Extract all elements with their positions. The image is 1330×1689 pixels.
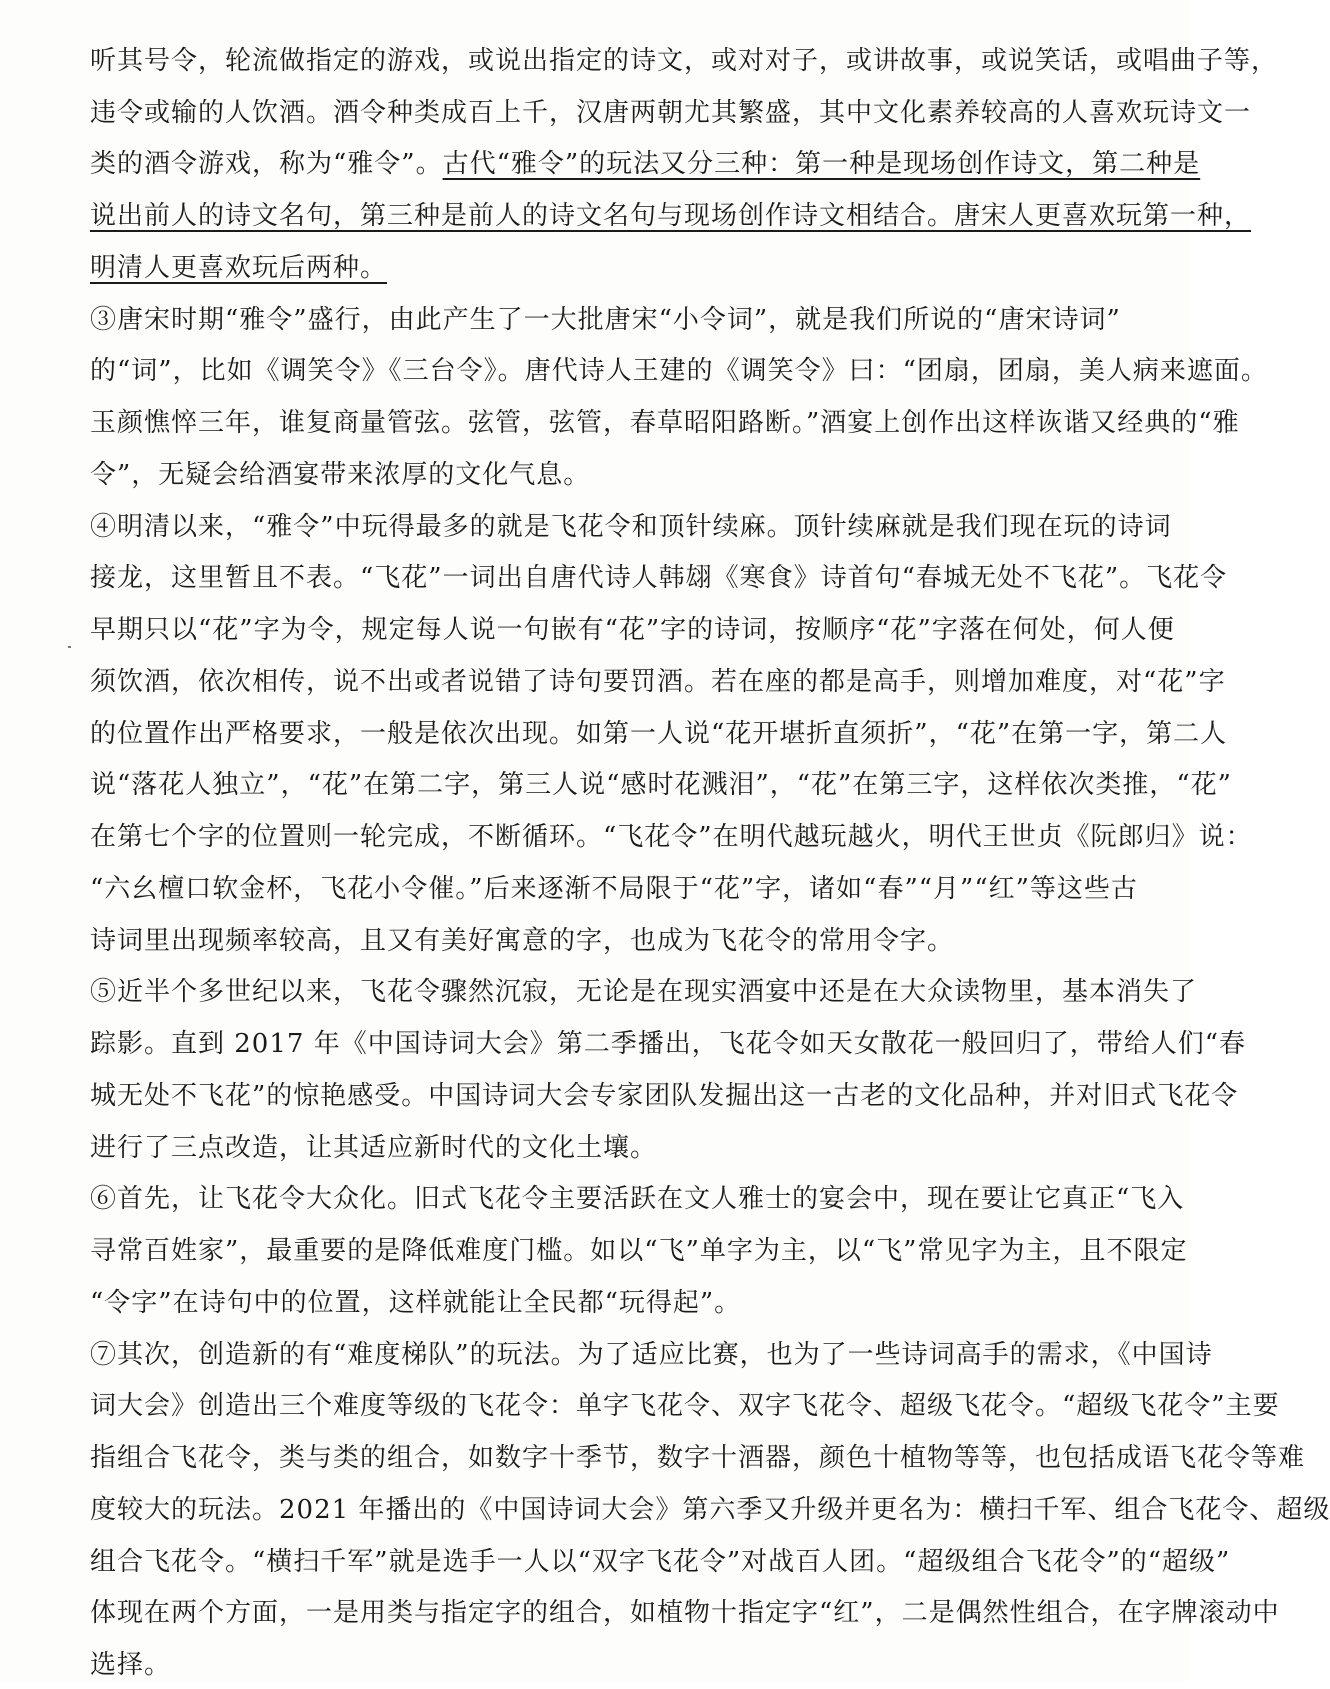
paragraph-7-line: 度较大的玩法。2021 年播出的《中国诗词大会》第六季又升级并更名为：横扫千军、组合飞花令、超级: [90, 1495, 1330, 1525]
text-span: 类的酒令游戏，称为“雅令”。: [90, 149, 443, 179]
underlined-text: 古代“雅令”的玩法又分三种：第一种是现场创作诗文，第二种是: [442, 149, 1201, 179]
paragraph-5-line: 城无处不飞花”的惊艳感受。中国诗词大会专家团队发掘出这一古老的文化品种，并对旧式飞花令: [90, 1081, 1239, 1111]
paragraph-6-line: ⑥首先，让飞花令大众化。旧式飞花令主要活跃在文人雅士的宴会中，现在要让它真正“飞入: [90, 1184, 1185, 1214]
underlined-text-line: 说出前人的诗文名句，第三种是前人的诗文名句与现场创作诗文相结合。唐宋人更喜欢玩第一种，: [90, 201, 1252, 231]
paragraph-6-line: “令字”在诗句中的位置，这样就能让全民都“玩得起”。: [90, 1288, 742, 1318]
scan-speck: [68, 646, 71, 648]
paragraph-4-line: “六幺檀口软金杯，飞花小令催。”后来逐渐不局限于“花”字，诸如“春”“月”“红”等这些古: [90, 874, 1138, 904]
paragraph-3-line: ③唐宋时期“雅令”盛行，由此产生了一大批唐宋“小令词”，就是我们所说的“唐宋诗词”: [90, 305, 1121, 335]
paragraph-3-line: 令”，无疑会给酒宴带来浓厚的文化气息。: [90, 460, 591, 490]
paragraph-5-line: 进行了三点改造，让其适应新时代的文化土壤。: [90, 1133, 658, 1163]
text-line-mixed: [90, 141, 1200, 188]
paragraph-5-line: 踪影。直到 2017 年《中国诗词大会》第二季播出，飞花令如天女散花一般回归了，带给人们“春: [90, 1029, 1246, 1059]
paragraph-4-line: 接龙，这里暂且不表。“飞花”一词出自唐代诗人韩翃《寒食》诗首句“春城无处不飞花”。飞花令: [90, 563, 1228, 593]
paragraph-4-line: 诗词里出现频率较高，且又有美好寓意的字，也成为飞花令的常用令字。: [90, 926, 955, 956]
text-line: 违令或输的人饮酒。酒令种类成百上千，汉唐两朝尤其繁盛，其中文化素养较高的人喜欢玩诗文一: [90, 98, 1252, 128]
paragraph-4-line: 早期只以“花”字为令，规定每人说一句嵌有“花”字的诗词，按顺序“花”字落在何处，何人便: [90, 615, 1175, 645]
paragraph-5-line: ⑤近半个多世纪以来，飞花令骤然沉寂，无论是在现实酒宴中还是在大众读物里，基本消失了: [90, 977, 1198, 1007]
paragraph-7-line: 组合飞花令。“横扫千军”就是选手一人以“双字飞花令”对战百人团。“超级组合飞花令”的“超级”: [90, 1547, 1231, 1577]
paragraph-4-line: ④明清以来，“雅令”中玩得最多的就是飞花令和顶针续麻。顶针续麻就是我们现在玩的诗词: [90, 512, 1172, 542]
paragraph-6-line: 寻常百姓家”，最重要的是降低难度门槛。如以“飞”单字为主，以“飞”常见字为主，且不限定: [90, 1236, 1188, 1266]
paragraph-7-line: 选择。: [90, 1650, 172, 1680]
paragraph-7-line: 体现在两个方面，一是用类与指定字的组合，如植物十指定字“红”，二是偶然性组合，在字牌滚动中: [90, 1598, 1280, 1628]
paragraph-7-line: ⑦其次，创造新的有“难度梯队”的玩法。为了适应比赛，也为了一些诗词高手的需求，《中国诗: [90, 1340, 1213, 1370]
paragraph-4-line: 说“落花人独立”，“花”在第二字，第三人说“感时花溅泪”，“花”在第三字，这样依次类推，“花”: [90, 770, 1232, 800]
paragraph-7-line: 词大会》创造出三个难度等级的飞花令：单字飞花令、双字飞花令、超级飞花令。“超级飞花令”主要: [90, 1391, 1280, 1421]
paragraph-4-line: 在第七个字的位置则一轮完成，不断循环。“飞花令”在明代越玩越火，明代王世贞《阮郎归》说：: [90, 822, 1253, 852]
paragraph-4-line: 的位置作出严格要求，一般是依次出现。如第一人说“花开堪折直须折”，“花”在第一字，第二人: [90, 719, 1228, 749]
paragraph-3-line: 的“词”，比如《调笑令》《三台令》。唐代诗人王建的《调笑令》曰：“团扇，团扇，美人病来遮面。: [90, 356, 1268, 386]
underlined-text-line: 明清人更喜欢玩后两种。: [90, 253, 388, 283]
text-line: 听其号令，轮流做指定的游戏，或说出指定的诗文，或对对子，或讲故事，或说笑话，或唱曲子等，: [90, 46, 1279, 76]
paragraph-4-line: 须饮酒，依次相传，说不出或者说错了诗句要罚酒。若在座的都是高手，则增加难度，对“花”字: [90, 667, 1226, 697]
paragraph-7-line: 指组合飞花令，类与类的组合，如数字十季节，数字十酒器，颜色十植物等等，也包括成语飞花令等难: [90, 1443, 1306, 1473]
paragraph-3-line: 玉颜憔悴三年，谁复商量管弦。弦管，弦管，春草昭阳路断。”酒宴上创作出这样诙谐又经典的“雅: [90, 408, 1240, 438]
